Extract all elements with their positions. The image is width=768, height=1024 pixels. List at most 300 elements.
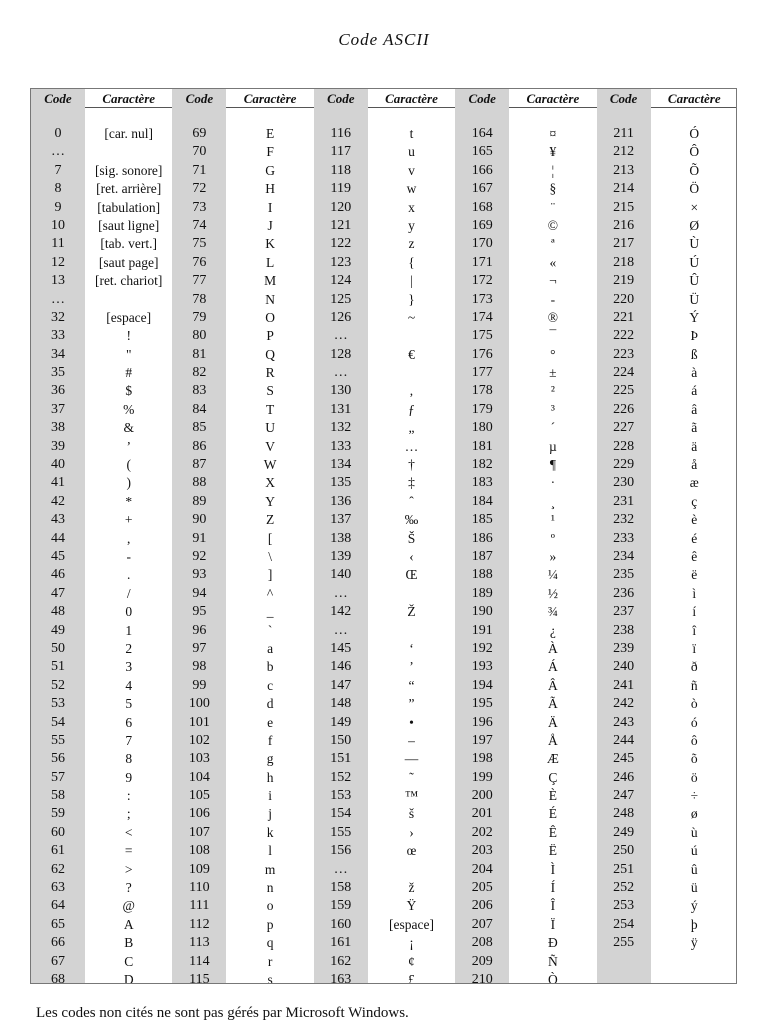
code-cell: 96: [192, 622, 207, 638]
code-cell: 197: [471, 732, 493, 748]
char-cell: Þ: [690, 328, 699, 344]
char-cell: H: [265, 181, 275, 197]
char-cell: 5: [125, 696, 133, 712]
code-cell: 94: [192, 585, 207, 601]
char-cell: v: [408, 162, 415, 178]
ascii-table: [30, 88, 737, 984]
char-cell: â: [691, 401, 698, 417]
code-cell: 151: [330, 751, 352, 767]
char-cell: û: [690, 861, 698, 877]
char-cell: s: [267, 971, 273, 984]
char-cell: Æ: [546, 751, 559, 767]
char-cell: &: [123, 420, 134, 436]
code-cell: 100: [188, 696, 210, 712]
char-cell: «: [549, 254, 557, 270]
char-cell: :: [126, 788, 131, 804]
char-cell: õ: [690, 751, 698, 767]
code-cell: …: [333, 622, 348, 638]
char-cell: Í: [550, 880, 556, 896]
char-cell: ã: [691, 420, 698, 436]
code-cell: 119: [330, 181, 352, 197]
code-cell: 92: [192, 548, 207, 564]
char-cell: ø: [690, 806, 698, 822]
char-cell: y: [408, 217, 415, 233]
code-header: Code: [609, 91, 638, 106]
char-cell: è: [691, 512, 698, 528]
code-cell: 54: [51, 714, 65, 730]
code-cell: 202: [471, 824, 493, 840]
char-column: [509, 89, 596, 983]
code-cell: 224: [613, 365, 635, 381]
code-cell: 95: [192, 604, 207, 620]
code-cell: 174: [471, 309, 493, 325]
code-cell: 255: [613, 935, 635, 951]
code-cell: 147: [330, 677, 352, 693]
char-cell: q: [266, 935, 274, 951]
char-cell: b: [266, 659, 274, 675]
code-header: Code: [185, 91, 214, 106]
code-cell: 120: [330, 199, 352, 215]
char-cell: a: [267, 640, 274, 656]
code-cell: 208: [471, 935, 493, 951]
code-cell: 139: [330, 548, 352, 564]
char-cell: á: [691, 383, 698, 399]
char-cell: ™: [404, 788, 419, 804]
code-cell: 113: [189, 935, 210, 951]
char-cell: e: [267, 714, 274, 730]
char-cell: Y: [265, 493, 275, 509]
code-cell: 79: [192, 309, 207, 325]
code-cell: 103: [188, 751, 210, 767]
code-cell: 128: [330, 346, 352, 362]
code-cell: 61: [51, 843, 65, 859]
code-cell: 64: [51, 898, 65, 914]
char-column: [85, 89, 172, 983]
code-cell: 178: [471, 383, 493, 399]
char-cell: Ì: [550, 861, 556, 877]
char-cell: Õ: [689, 162, 700, 178]
code-cell: 110: [189, 880, 210, 896]
code-cell: 0: [54, 126, 62, 141]
code-cell: 109: [188, 861, 210, 877]
char-cell: >: [124, 861, 133, 877]
code-cell: 11: [51, 236, 65, 252]
code-cell: 101: [188, 714, 210, 730]
char-cell: P: [266, 328, 274, 344]
code-column: [31, 89, 85, 983]
code-column: [455, 89, 509, 983]
char-cell: [ret. chariot]: [94, 273, 163, 289]
char-cell: ü: [690, 880, 698, 896]
char-cell: ¸: [550, 493, 556, 509]
code-cell: 122: [330, 236, 352, 252]
char-header: Caractère: [667, 91, 721, 106]
code-cell: 252: [613, 880, 635, 896]
code-cell: 78: [192, 291, 207, 307]
code-cell: 162: [330, 953, 352, 969]
char-cell: »: [549, 548, 557, 564]
code-cell: 84: [192, 401, 207, 417]
code-cell: 171: [471, 254, 493, 270]
code-cell: 13: [51, 273, 65, 289]
code-cell: 231: [613, 493, 635, 509]
char-cell: Ô: [689, 144, 700, 160]
code-cell: 236: [613, 585, 635, 601]
code-cell: 134: [330, 457, 352, 473]
code-cell: 67: [51, 953, 65, 969]
char-cell: ‘: [409, 640, 414, 656]
char-cell: ¯: [549, 328, 557, 344]
char-cell: x: [408, 199, 415, 215]
code-cell: 160: [330, 916, 352, 932]
code-cell: 49: [51, 622, 65, 638]
char-cell: 7: [125, 732, 133, 748]
code-cell: 123: [330, 254, 352, 270]
char-cell: B: [124, 935, 134, 951]
char-cell: -: [126, 548, 131, 564]
char-cell: Å: [548, 732, 558, 748]
code-cell: 39: [51, 438, 65, 454]
code-cell: 241: [613, 677, 635, 693]
code-cell: 53: [51, 696, 65, 712]
char-cell: Z: [265, 512, 275, 528]
code-cell: 81: [192, 346, 207, 362]
code-cell: 239: [613, 640, 635, 656]
code-cell: 88: [192, 475, 207, 491]
code-cell: 182: [471, 457, 493, 473]
char-cell: [85, 143, 172, 161]
char-cell: ú: [690, 843, 698, 859]
char-cell: ç: [691, 493, 698, 509]
char-cell: w: [406, 181, 417, 197]
code-cell: 87: [192, 457, 207, 473]
char-cell: ±: [549, 365, 557, 381]
char-cell: [saut page]: [98, 254, 159, 270]
code-cell: 137: [330, 512, 352, 528]
char-cell: c: [267, 677, 274, 693]
char-cell: Ö: [689, 181, 700, 197]
char-cell: œ: [406, 843, 417, 859]
code-cell: 163: [330, 971, 352, 984]
char-cell: *: [125, 493, 133, 509]
code-cell: 34: [51, 346, 65, 362]
char-cell: %: [123, 401, 135, 417]
char-cell: t: [409, 126, 414, 141]
code-cell: 242: [613, 696, 635, 712]
code-cell: 59: [51, 806, 65, 822]
char-header: Caractère: [243, 91, 297, 106]
char-cell: ): [126, 475, 131, 491]
code-cell: 52: [51, 677, 65, 693]
char-cell: p: [266, 916, 274, 932]
char-cell: Ò: [548, 971, 558, 984]
code-cell: 195: [471, 696, 493, 712]
char-cell: ª: [551, 236, 555, 252]
char-cell: $: [125, 383, 133, 399]
code-cell: 86: [192, 438, 207, 454]
char-cell: ê: [691, 548, 698, 564]
code-cell: 114: [189, 953, 210, 969]
char-cell: …: [404, 438, 419, 454]
code-cell: 66: [51, 935, 65, 951]
code-cell: 57: [51, 769, 65, 785]
code-cell: 32: [51, 309, 65, 325]
char-cell: G: [265, 162, 275, 178]
char-cell: [ret. arrière]: [96, 181, 162, 197]
char-cell: {: [408, 254, 415, 270]
char-column: [368, 89, 455, 983]
char-cell: ¢: [408, 953, 415, 969]
code-column: [172, 89, 226, 983]
code-cell: 207: [471, 916, 493, 932]
code-cell: 148: [330, 696, 352, 712]
char-cell: ä: [691, 438, 698, 454]
code-cell: 215: [613, 199, 635, 215]
char-cell: m: [264, 861, 276, 877]
char-cell: ˜: [409, 769, 414, 785]
code-cell: 155: [330, 824, 352, 840]
char-cell: R: [265, 365, 275, 381]
char-cell: +: [124, 512, 133, 528]
code-cell: 121: [330, 217, 352, 233]
char-cell: ¨: [550, 199, 556, 215]
char-cell: æ: [689, 475, 699, 491]
char-cell: ƒ: [408, 401, 415, 417]
char-cell: ¥: [549, 144, 557, 160]
char-cell: Š: [407, 530, 416, 546]
code-cell: 220: [613, 291, 635, 307]
code-cell: …: [333, 328, 348, 344]
char-cell: J: [267, 217, 273, 233]
code-cell: 154: [330, 806, 352, 822]
code-cell: 98: [192, 659, 207, 675]
char-cell: Q: [265, 346, 275, 362]
char-cell: u: [408, 144, 415, 160]
char-cell: ë: [691, 567, 698, 583]
code-cell: 115: [189, 971, 210, 984]
code-cell: …: [333, 861, 348, 877]
char-cell: l: [268, 843, 272, 859]
char-cell: .: [127, 567, 131, 583]
char-cell: E: [265, 126, 275, 141]
char-cell: k: [266, 824, 274, 840]
char-cell: €: [408, 346, 415, 362]
code-cell: 83: [192, 383, 207, 399]
code-cell: 97: [192, 640, 207, 656]
char-cell: ó: [690, 714, 698, 730]
code-cell: 69: [192, 126, 207, 141]
char-cell: ‡: [408, 475, 415, 491]
code-cell: 238: [613, 622, 635, 638]
char-cell: Ñ: [548, 953, 558, 969]
char-cell: /: [126, 585, 131, 601]
code-cell: 62: [51, 861, 65, 877]
char-cell: Ý: [689, 309, 700, 325]
char-cell: (: [126, 457, 131, 473]
code-cell: …: [51, 291, 65, 307]
code-cell: 184: [471, 493, 493, 509]
char-cell: ¤: [549, 126, 557, 141]
char-cell: _: [266, 604, 274, 620]
char-cell: Ü: [689, 291, 700, 307]
char-cell: [tabulation]: [97, 199, 161, 215]
char-cell: †: [408, 457, 415, 473]
char-cell: ²: [550, 383, 555, 399]
char-header: Caractère: [526, 91, 580, 106]
char-cell: M: [264, 273, 277, 289]
char-cell: ¦: [551, 162, 555, 178]
code-cell: 106: [188, 806, 210, 822]
code-cell: 46: [51, 567, 65, 583]
char-cell: j: [268, 806, 272, 822]
char-cell: ö: [690, 769, 698, 785]
code-cell: 176: [471, 346, 493, 362]
char-cell: Ä: [548, 714, 558, 730]
char-cell: ’: [409, 659, 414, 675]
code-cell: 200: [471, 788, 493, 804]
char-cell: º: [550, 530, 555, 546]
code-cell: 191: [471, 622, 493, 638]
code-cell: 168: [471, 199, 493, 215]
code-cell: 108: [188, 843, 210, 859]
char-cell: ˆ: [409, 493, 414, 509]
code-cell: 85: [192, 420, 207, 436]
code-cell: 243: [613, 714, 635, 730]
code-cell: 124: [330, 273, 352, 289]
code-cell: 228: [613, 438, 635, 454]
code-cell: 214: [613, 181, 635, 197]
code-cell: 201: [471, 806, 493, 822]
code-cell: 12: [51, 254, 65, 270]
code-cell: 55: [51, 732, 65, 748]
char-cell: }: [408, 291, 415, 307]
char-cell: i: [268, 788, 272, 804]
code-cell: 132: [330, 420, 352, 436]
code-cell: 7: [54, 162, 62, 178]
code-cell: 204: [471, 861, 493, 877]
code-header: Code: [468, 91, 496, 106]
char-cell: #: [125, 365, 133, 381]
code-cell: 70: [192, 144, 207, 160]
char-cell: |: [410, 273, 413, 289]
char-cell: ": [125, 346, 132, 362]
char-cell: þ: [690, 916, 698, 932]
code-cell: 159: [330, 898, 352, 914]
code-cell: 33: [51, 328, 65, 344]
char-cell: •: [409, 714, 414, 730]
code-cell: 235: [613, 567, 635, 583]
code-cell: 104: [188, 769, 210, 785]
char-cell: ?: [125, 880, 132, 896]
code-cell: 42: [51, 493, 65, 509]
code-cell: 226: [613, 401, 635, 417]
code-cell: 153: [330, 788, 352, 804]
char-cell: =: [124, 843, 133, 859]
char-cell: µ: [548, 438, 557, 454]
code-cell: 212: [613, 144, 635, 160]
code-cell: 58: [51, 788, 65, 804]
char-cell: Û: [689, 273, 700, 289]
char-cell: A: [123, 916, 134, 932]
char-cell: 8: [125, 751, 133, 767]
code-cell: 249: [613, 824, 635, 840]
char-cell: [espace]: [389, 916, 434, 932]
char-cell: °: [550, 346, 556, 362]
char-cell: [85, 291, 172, 309]
char-cell: í: [692, 604, 697, 620]
code-cell: 111: [189, 898, 210, 914]
code-cell: 117: [330, 144, 352, 160]
code-cell: 173: [471, 291, 493, 307]
code-cell: 60: [51, 824, 65, 840]
code-cell: 181: [471, 438, 493, 454]
char-cell: ×: [690, 199, 699, 215]
char-cell: [tab. vert.]: [100, 236, 157, 252]
code-cell: 251: [613, 861, 635, 877]
char-cell: V: [265, 438, 275, 454]
char-cell: ^: [266, 585, 274, 601]
code-cell: 74: [192, 217, 207, 233]
code-cell: 9: [54, 199, 62, 215]
char-cell: Ç: [548, 769, 558, 785]
char-cell: !: [126, 328, 131, 344]
code-cell: 248: [613, 806, 635, 822]
code-cell: 234: [613, 548, 635, 564]
code-cell: 219: [613, 273, 635, 289]
code-cell: 213: [613, 162, 635, 178]
char-cell: ð: [690, 659, 698, 675]
char-cell: [espace]: [106, 309, 152, 325]
char-cell: ò: [690, 696, 698, 712]
code-cell: 48: [51, 604, 65, 620]
code-cell: 90: [192, 512, 207, 528]
code-cell: 105: [188, 788, 210, 804]
code-cell: 218: [613, 254, 635, 270]
code-cell: 206: [471, 898, 493, 914]
code-cell: 253: [613, 898, 635, 914]
char-cell: £: [408, 971, 415, 984]
char-cell: ³: [550, 401, 555, 417]
code-cell: 91: [192, 530, 207, 546]
char-cell: -: [550, 291, 556, 307]
code-cell: 8: [54, 181, 62, 197]
char-cell: @: [122, 898, 135, 914]
char-cell: K: [265, 236, 275, 252]
code-cell: 247: [613, 788, 635, 804]
code-cell: 186: [471, 530, 493, 546]
char-cell: \: [268, 548, 272, 564]
code-cell: 244: [613, 732, 635, 748]
code-cell: 75: [192, 236, 207, 252]
char-cell: Ó: [689, 126, 700, 141]
char-cell: Á: [548, 659, 558, 675]
code-cell: 170: [471, 236, 493, 252]
char-cell: W: [263, 457, 277, 473]
char-cell: ,: [127, 530, 131, 546]
code-cell: 216: [613, 217, 635, 233]
char-cell: Ï: [550, 916, 556, 932]
char-cell: f: [267, 732, 273, 748]
char-cell: Ð: [548, 935, 558, 951]
code-cell: 149: [330, 714, 352, 730]
char-cell: 0: [125, 604, 133, 620]
char-header: Caractère: [385, 91, 438, 106]
code-cell: 68: [51, 971, 65, 984]
code-cell: 175: [471, 328, 493, 344]
char-cell: ‰: [404, 512, 419, 528]
char-cell: —: [404, 751, 419, 767]
code-cell: 76: [192, 254, 207, 270]
